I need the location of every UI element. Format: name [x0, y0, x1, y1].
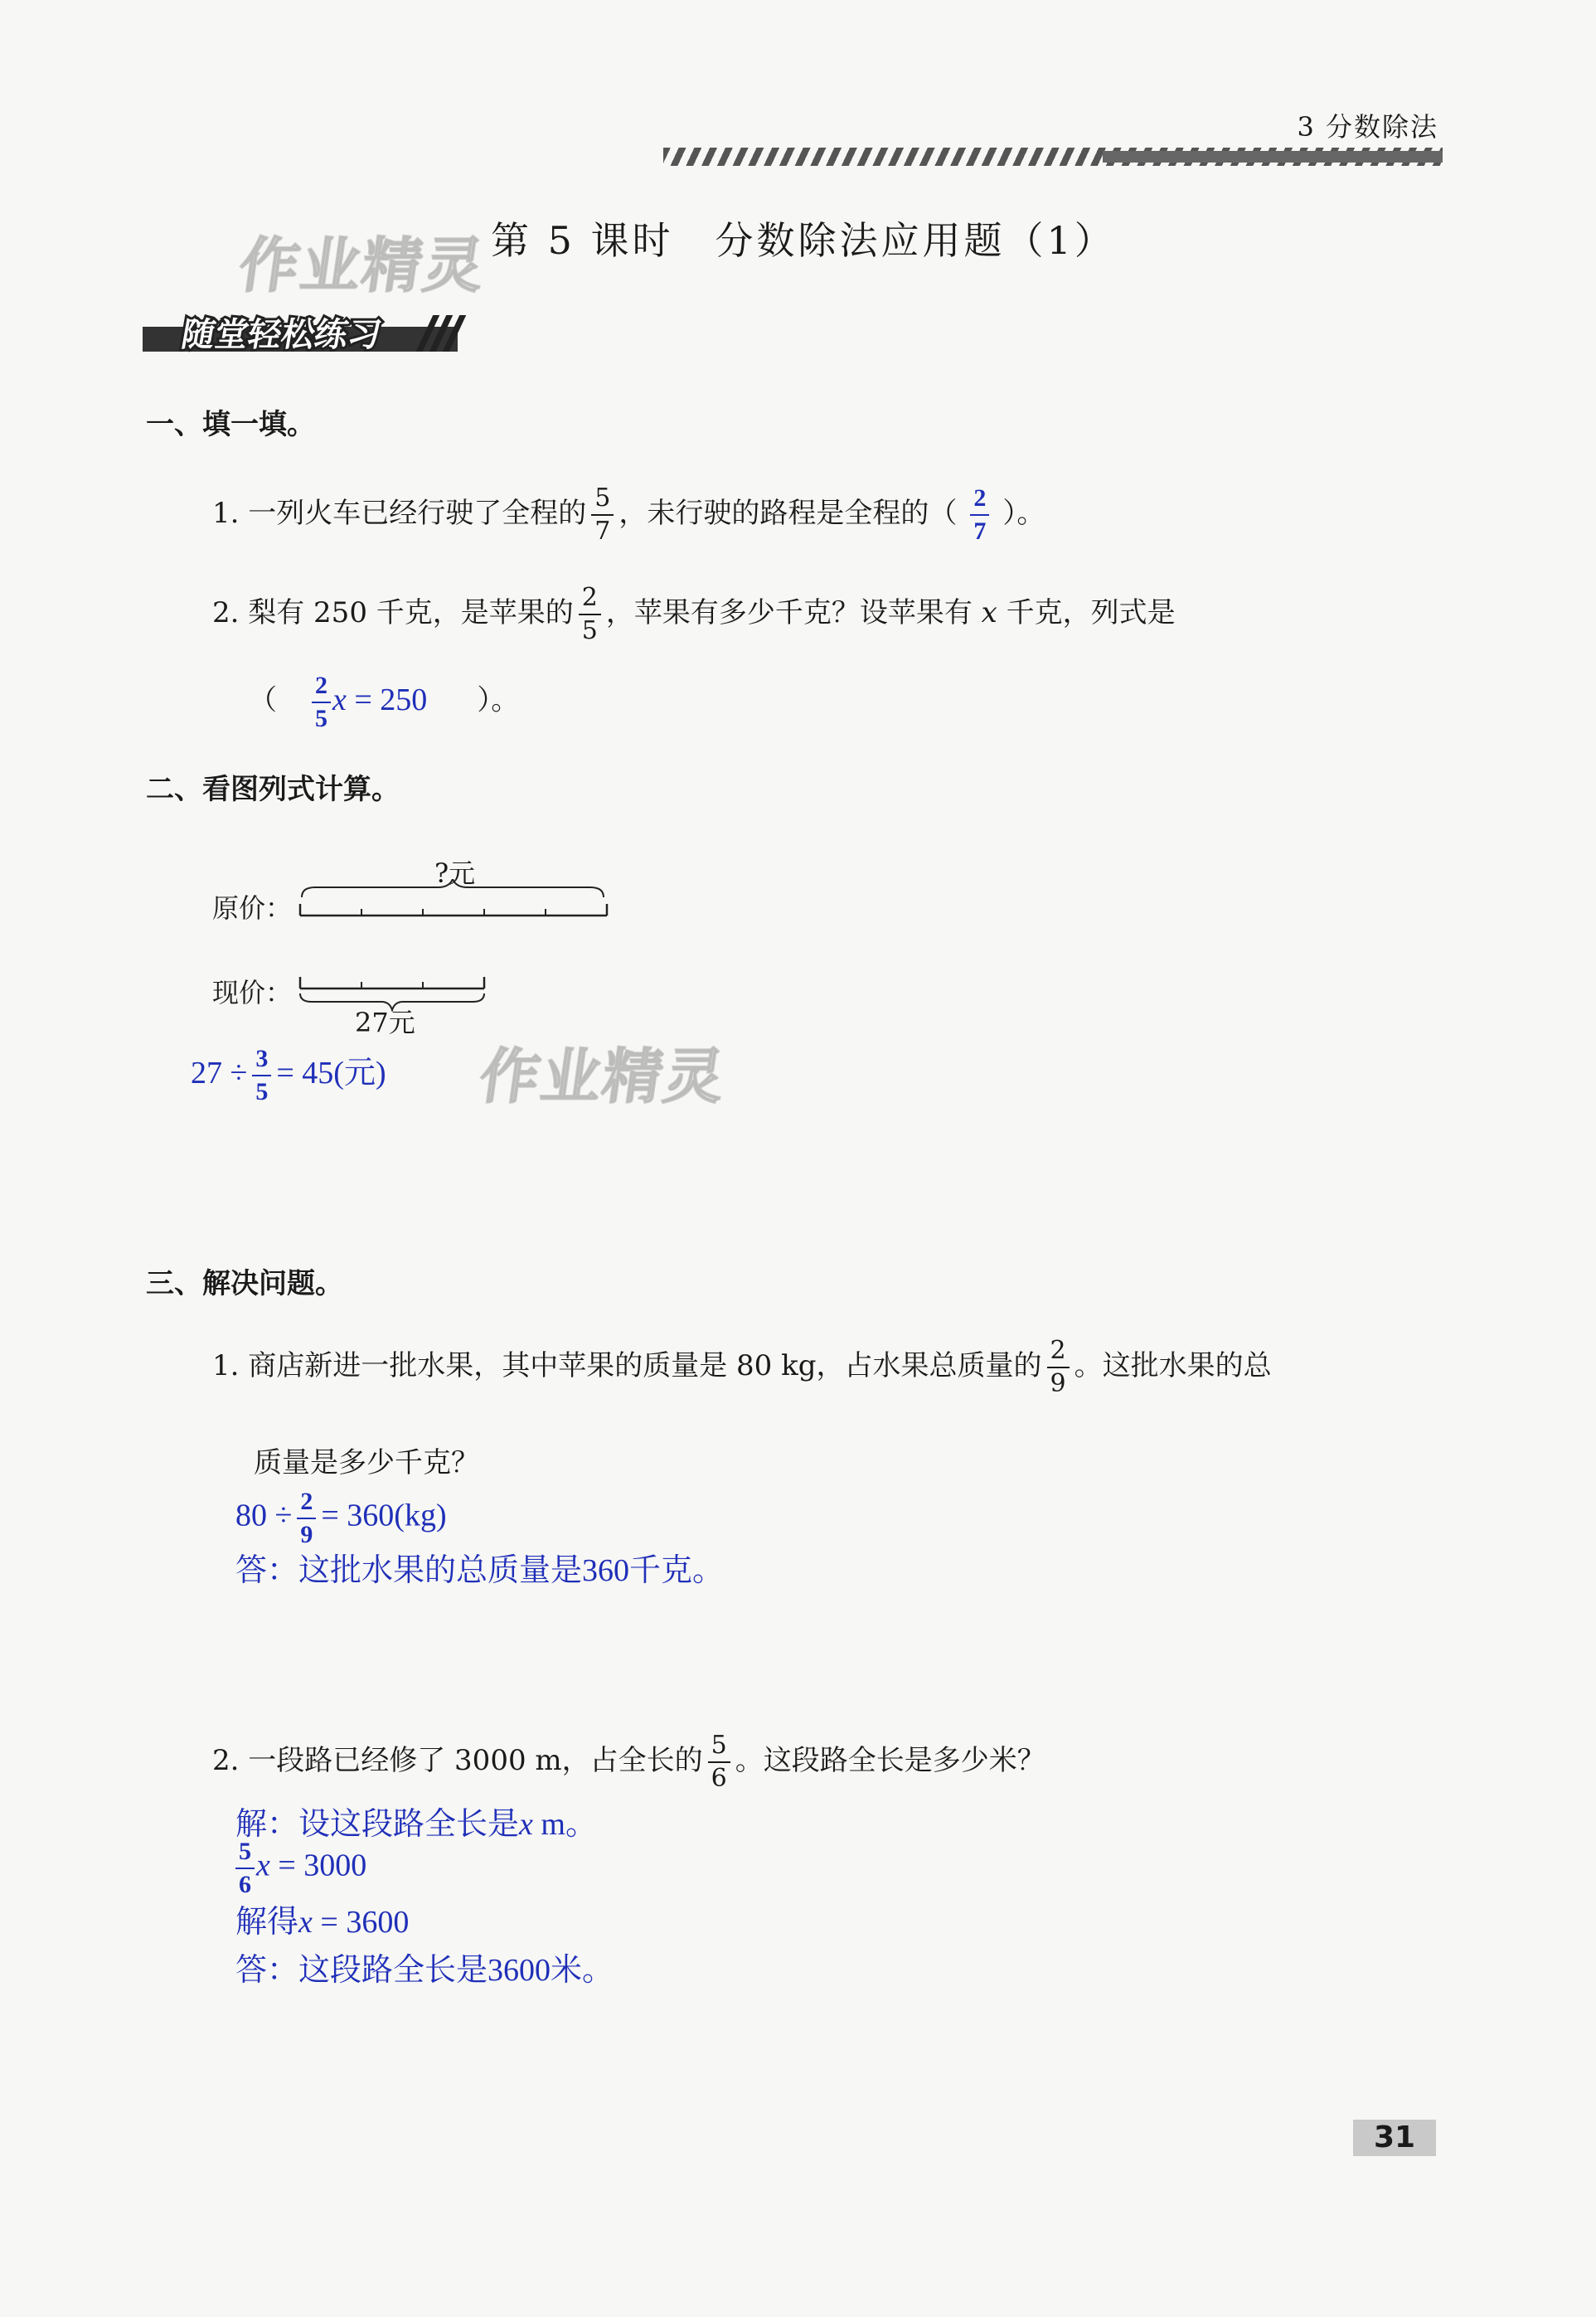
current-price-label: 现价： — [212, 977, 293, 1008]
fraction: $\frac{2}{5}$ — [579, 585, 601, 644]
chapter-header: 3 分数除法 — [1297, 111, 1438, 143]
question-1-1: 1. 一列火车已经行驶了全程的 $\frac{5}{7}$ ，未行驶的路程是全程的（ $\frac{2}{7}$ ）。 — [212, 483, 1045, 546]
known-label: 27元 — [355, 1007, 415, 1038]
section-banner — [143, 308, 458, 355]
question-3-1-equation: 80 ÷ $\frac{2}{9}$ = 360(kg) — [235, 1488, 447, 1548]
unknown-label: ?元 — [434, 857, 476, 889]
question-3-1-line2: 质量是多少千克？ — [254, 1446, 479, 1479]
lesson-title: 第 5 课时 分数除法应用题（1） — [491, 218, 1116, 263]
banner-label: 随堂轻松练习 — [178, 316, 385, 354]
question-3-1: 1. 商店新进一批水果，其中苹果的质量是 80 kg，占水果总质量的 $\frac{2}{9}$ 。这批水果的总 — [212, 1336, 1272, 1398]
line-segment-diagram — [290, 879, 622, 1012]
question-1-2: 2. 梨有 250 千克，是苹果的 $\frac{2}{5}$ ，苹果有多少千克？设苹果有 x 千克，列式是 — [212, 583, 1176, 645]
section-heading: 三、解决问题。 — [146, 1267, 343, 1300]
section-heading: 一、填一填。 — [146, 408, 315, 441]
answer-fraction: $\frac{2}{7}$ — [970, 486, 989, 544]
original-price-label: 原价： — [212, 892, 293, 924]
solution-setup: 解：设这段路全长是x m。 — [235, 1807, 597, 1842]
diagram-answer: 27 ÷ $\frac{3}{5}$ = 45(元) — [191, 1045, 386, 1106]
section-heading: 二、看图列式计算。 — [146, 773, 400, 806]
solution-equation: $\frac{5}{6}$ x = 3000 — [235, 1839, 366, 1897]
fraction: $\frac{5}{7}$ — [591, 486, 614, 544]
header-decor-solid — [1103, 151, 1443, 163]
solution-result: 解得x = 3600 — [235, 1905, 410, 1940]
watermark: 作业精灵 — [235, 231, 491, 300]
page-number: 31 — [1353, 2120, 1436, 2156]
question-3-1-answer: 答：这批水果的总质量是360千克。 — [235, 1553, 725, 1588]
watermark: 作业精灵 — [475, 1042, 731, 1111]
question-3-2: 2. 一段路已经修了 3000 m，占全长的 $\frac{5}{6}$ 。这段路全长是多少米？ — [212, 1731, 1045, 1793]
question-3-2-answer: 答：这段路全长是3600米。 — [235, 1953, 614, 1988]
question-1-2-answer-line: （ $\frac{2}{5}$ x = 250 ）。 — [249, 672, 520, 732]
